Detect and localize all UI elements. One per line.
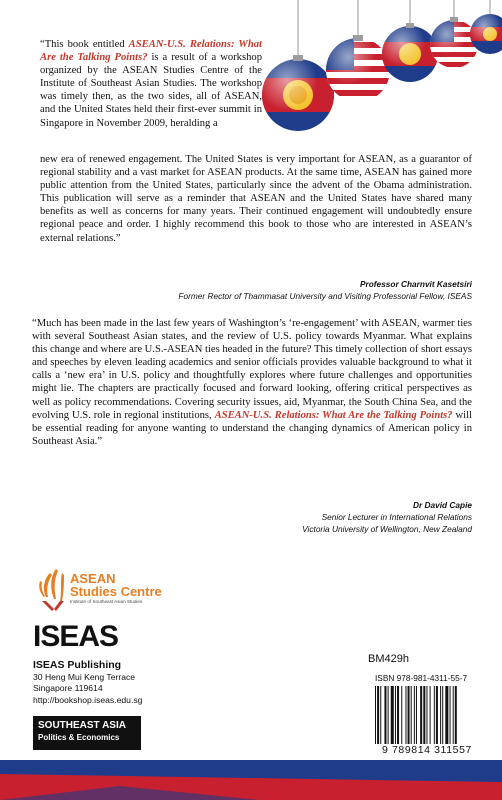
barcode-bar — [375, 686, 376, 744]
barcode-bar — [377, 686, 379, 744]
barcode-bar — [453, 686, 454, 744]
blurb-2-affiliation-2: Victoria University of Wellington, New Zealand — [302, 524, 472, 534]
barcode-bar — [430, 686, 431, 744]
publisher-address-2: Singapore 119614 — [33, 683, 103, 694]
blurb-1-intro-rest: is a result of a workshop organized by the ASEAN Studies Centre of the Institute of Southeast Asian Studies. The workshop was timely then, as the two sides, all of ASEAN, and the United States held their first-ever summit in Singapore in November 2009, heralding a — [40, 52, 262, 129]
barcode-bar — [442, 686, 443, 744]
isbn-text: ISBN 978-981-4311-55-7 — [375, 673, 468, 683]
barcode-bar — [405, 686, 406, 744]
asc-name-line-1: ASEAN — [70, 571, 116, 586]
barcode-bar — [388, 686, 389, 744]
barcode-bar — [391, 686, 394, 744]
barcode-bar — [434, 686, 435, 744]
series-badge — [33, 716, 141, 750]
barcode-bar — [414, 686, 415, 744]
barcode-bar — [455, 686, 457, 744]
barcode-bar — [397, 686, 399, 744]
blurb-1-intro — [40, 38, 262, 130]
blurb-2-end: will be essential reading for anyone wanting to understand the changing dynamics of American policy in Southeast Asia.” — [32, 409, 472, 447]
series-line-1: SOUTHEAST ASIA — [38, 720, 126, 731]
blurb-1-body: new era of renewed engagement. The United States is very important for ASEAN, as a guarantor of regional stability and a vast market for ASEAN products. At the same time, ASEAN has gained more public attention from the United States, particularly since the advent of the Obama administration. This publication will serve as a reminder that ASEAN and the United States have shared many benefits as well as concerns for many years. Their continued engagement will undoubtedly ensure regional peace and order. I highly recommend this book to those who are interested in ASEAN’s external relations.” — [40, 154, 472, 244]
barcode-bar — [411, 686, 412, 744]
barcode-bar — [420, 686, 422, 744]
publisher-url: http://bookshop.iseas.edu.sg — [33, 694, 143, 705]
series-line-2: Politics & Economics — [38, 733, 120, 742]
barcode-bar — [380, 686, 381, 744]
iseas-logo-icon: ISEAS — [33, 620, 119, 653]
asc-name-line-2: Studies Centre — [70, 584, 162, 599]
asc-name — [70, 572, 162, 598]
bottom-color-stripe — [0, 760, 502, 800]
blurb-2-affiliation-1: Senior Lecturer in International Relations — [321, 512, 472, 522]
blurb-1-author: Professor Charnvit Kasetsiri — [359, 279, 472, 289]
barcode-bar — [395, 686, 396, 744]
blurb-2-body — [32, 317, 472, 448]
publisher-address-1: 30 Heng Mui Keng Terrace — [33, 672, 136, 682]
blurb-2-attribution — [302, 499, 472, 535]
barcode-bar — [423, 686, 425, 744]
barcode-number: 9 789814 311557 — [382, 744, 472, 756]
book-code: BM429h — [368, 653, 409, 665]
hanging-flag-ornaments-icon — [258, 0, 502, 150]
blurb-2-author: Dr David Capie — [412, 500, 472, 510]
barcode-bar — [450, 686, 451, 744]
barcode-bar — [384, 686, 386, 744]
blurb-1-open: “This book entitled — [40, 39, 129, 50]
book-title-mention: ASEAN-U.S. Relations: What Are the Talking Points? — [40, 39, 262, 64]
book-title-mention-2: ASEAN-U.S. Relations: What Are the Talking Points? — [214, 409, 453, 421]
blurb-1-attribution — [178, 278, 472, 302]
blurb-1-affiliation: Former Rector of Thammasat University and Visiting Professorial Fellow, ISEAS — [178, 291, 472, 301]
barcode-bar — [401, 686, 402, 744]
barcode-icon — [375, 686, 482, 744]
barcode-bar — [440, 686, 441, 744]
barcode-bar — [436, 686, 438, 744]
publisher-block — [33, 659, 142, 706]
publisher-name: ISEAS Publishing — [33, 659, 122, 671]
barcode-bar — [426, 686, 427, 744]
barcode-bar — [408, 686, 410, 744]
barcode-bar — [416, 686, 417, 744]
blurb-2-text: “Much has been made in the last few years of Washington’s ‘re-engagement’ with ASEAN, warmer ties with several Southeast Asian states, and the review of U.S. policy towards Myanmar. What explains this change and where are U.S.-ASEAN ties headed in the future? This timely collection of short essays and speeches by eleven leading academics and senior officials provides valuable background to what it calls a ‘new era’ in U.S. policy and thoughtfully explores where future challenges and opportunities might lie. The chapters are practically focused and forward looking, offering critical perspectives as well as policy recommendations. Covering security issues, aid, Myanmar, the South China Sea, and the evolving U.S. role in regional institutions, — [32, 318, 472, 421]
barcode-bar — [445, 686, 448, 744]
asc-subtitle: Institute of Southeast Asian Studies — [70, 599, 143, 604]
